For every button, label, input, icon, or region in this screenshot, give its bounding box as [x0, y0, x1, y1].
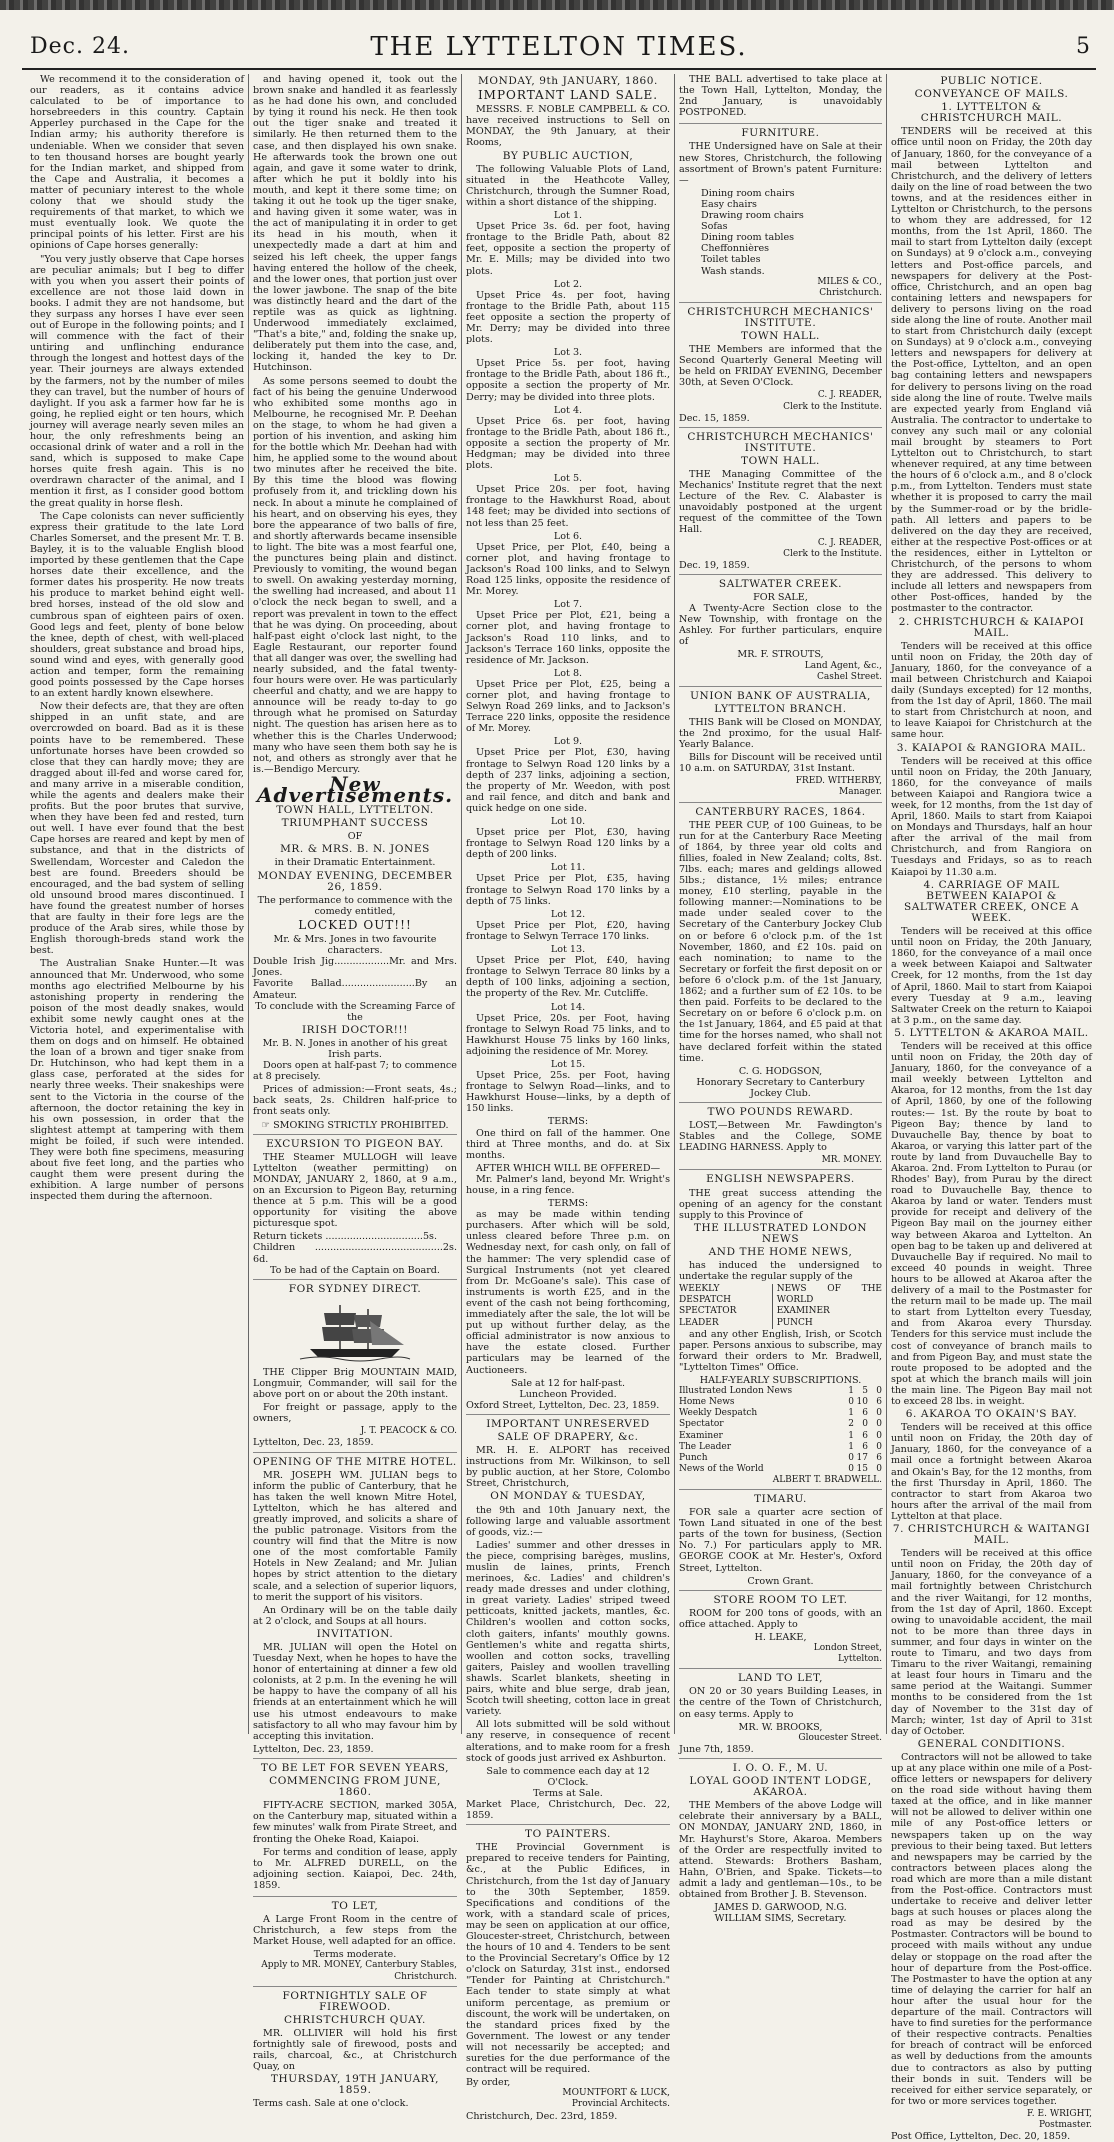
ad-subheading: AND THE HOME NEWS,: [708, 1246, 853, 1258]
subscription-amount: 1: [848, 1386, 854, 1397]
ad-subheading: CHRISTCHURCH QUAY.: [284, 2013, 426, 2026]
sydney-ad: [253, 1284, 457, 1453]
lot-number: Lot 3.: [553, 347, 583, 359]
ad-date: MONDAY EVENING, DECEMBER 26, 1859.: [257, 869, 453, 893]
paper-name: SPECTATOR: [679, 1306, 737, 1317]
lot-description: Upset Price, 25s. per Foot, having frontage to Selwyn Road—links, and to Hawkhurst House—links, by a depth of 150 links.: [466, 1070, 670, 1115]
ad-signature: JAMES D. GARWOOD, N.G.: [714, 1902, 847, 1914]
ad-date: THURSDAY, 19TH JANUARY, 1859.: [270, 2073, 440, 2097]
lot-number: Lot 9.: [553, 736, 583, 748]
ad-heading: FORTNIGHTLY SALE OF FIREWOOD.: [282, 1989, 428, 2013]
ad-subheading: TERMS:: [547, 1116, 589, 1128]
ad-signature: J. T. PEACOCK & CO.: [360, 1426, 457, 1437]
ad-text: Prices of admission:—Front seats, 4s.; back seats, 2s. Children half-price to front seats only.: [253, 1084, 457, 1118]
new-advertisements-heading: New Advertisements.: [256, 771, 454, 807]
lot-number: Lot 4.: [553, 404, 583, 416]
lot-number: Lot 8.: [553, 667, 583, 679]
snake-hunter-article: The Australian Snake Hunter.—It was announced that Mr. Underwood, who some months ago electrified Melbourne by his astonishing property in rendering the poison of the most deadly snakes, would exhibit some newly caught ones at the Victoria hotel, and experimentalise with them on dogs and on himself. He obtained the loan of a brown and tiger snake from Dr. Hutchinson, who had kept them in a glass case, perforated at the sides for nearly three weeks. Their snakeships were sent to the Victoria in the course of the afternoon, the doctor retaining the key in his own possession, in order that the slightest attempt at tampering with them might be foiled, if such were intended. They were both fine specimens, measuring about five feet long, and the parties who caught them were present during the exhibition. A large number of persons inspected them during the afternoon.: [30, 958, 244, 1203]
play-title: LOCKED OUT!!!: [298, 917, 412, 932]
lot-description: Upset Price per Plot, £35, having frontage to Selwyn Road 170 links by a depth of 75 links.: [466, 873, 670, 907]
subscriptions-table: [679, 1386, 882, 1475]
ad-heading: TIMARU.: [754, 1492, 807, 1505]
ad-date: June 7th, 1859.: [679, 1743, 754, 1755]
column-1: [26, 74, 248, 1734]
paper-name: EXAMINER: [772, 1306, 882, 1317]
furniture-item: Drawing room chairs: [701, 210, 804, 222]
papers-row: [679, 1284, 882, 1306]
land-to-let-ad: [679, 1673, 882, 1759]
ad-subheading: AFTER WHICH WILL BE OFFERED—: [475, 1162, 661, 1174]
subscription-row: [679, 1419, 882, 1430]
ad-date: MONDAY, 9th JANUARY, 1860.: [478, 75, 658, 87]
subscription-row: [679, 1442, 882, 1453]
drapery-sale-ad: [466, 1419, 670, 1825]
subscription-name: News of the World: [679, 1463, 764, 1474]
ad-text: Terms at Sale.: [533, 1787, 603, 1799]
furniture-item: Easy chairs: [701, 198, 757, 210]
furniture-item: Wash stands.: [701, 265, 765, 277]
ad-signature: Provincial Architects.: [571, 2099, 670, 2110]
subscription-amount: 0: [876, 1419, 882, 1430]
ad-text: Crown Grant.: [747, 1575, 814, 1587]
ad-text: Luncheon Provided.: [519, 1388, 617, 1400]
ad-text: THE Members are informed that the Second Quarterly General Meeting will be held on FRIDAY EVENING, December 30th, at Seven O'Clock.: [679, 344, 882, 389]
subscription-row: [679, 1386, 882, 1397]
ad-heading: LAND TO LET,: [737, 1672, 824, 1685]
furniture-item: Cheffonnières: [701, 243, 770, 255]
ad-signature: Manager.: [838, 787, 882, 798]
lot-description: Upset price per Plot, £30, having frontage to Selwyn Road 120 links by a depth of 200 links.: [466, 827, 670, 861]
general-conditions-heading: GENERAL CONDITIONS.: [917, 1737, 1066, 1750]
ad-line: Return tickets ................................5s.: [253, 1231, 438, 1243]
lot-number: Lot 6.: [553, 530, 583, 542]
paper-name: WEEKLY DESPATCH: [679, 1284, 731, 1306]
mail-section-text: Tenders will be received at this office until noon on Friday, the 20th day of January, 1860, for the conveyance of a mail weekly between Lyttelton and Akaroa, for 12 months, from the 1st day of April, 1860, by one of the following routes:— 1st. By the route by boat to Pigeon Bay; thence by land to Duvauchelle Bay, thence by boat to Akaroa, or varying this latter part of the route by land from Duvauchelle Bay to Akaroa. 2nd. From Lyttelton to Purau (or Rhodes' Bay), from Purau by the direct road to Duvauchelle Bay, thence to Akaroa by land or water. Tenders must provide for receipt and delivery of the Pigeon Bay mail on the journey either way between Akaroa and Lyttelton. An open bag to be taken up and delivered at Duvauchelle Bay if required. No mail to exceed 40 pounds in weight. Three hours to be allowed at Akaroa after the delivery of a mail to the Postmaster for the return mail to be made up. The mail to start from Lyttelton every Tuesday, and from Akaroa every Thursday. Tenders for this service must include the cost of conveyance of branch mails to and from Pigeon Bay, and must state the route proposed to be adopted and the spot at which the branch mails will join the main line. The Pigeon Bay mail not to exceed 28 lbs. in weight.: [891, 1040, 1092, 1407]
ad-heading: CHRISTCHURCH MECHANICS' INSTITUTE.: [687, 305, 874, 329]
subscription-amount: 0: [848, 1452, 854, 1463]
ad-text: FIFTY-ACRE SECTION, marked 305A, on the Canterbury map, situated within a few minutes' walk from Pirate Street, and fronting the Oheke Road, Kaiapoi.: [253, 1800, 457, 1845]
mechanics-institute-ad-2: [679, 432, 882, 575]
ad-text: For freight or passage, apply to the owners,: [253, 1402, 457, 1425]
mechanics-institute-ad-1: [679, 307, 882, 428]
ad-heading: TO LET,: [331, 1899, 379, 1912]
ad-text: All lots submitted will be sold without any reserve, in consequence of recent alterations, and to make room for a fresh stock of goods just arrived ex Ashburton.: [466, 1719, 670, 1764]
ad-heading: SALE OF DRAPERY, &c.: [497, 1430, 639, 1443]
lot-number: Lot 10.: [550, 816, 586, 827]
mail-section-text: Tenders will be received at this office until noon on Friday, the 20th January, 1860, for the conveyance of mails between Kaiapoi and Rangiora twice a week, for 12 months, from the 1st day of April, 1860. Mails to start from Kaiapoi on Mondays and Thursdays, half an hour after the arrival of the mail from Christchurch, and from Rangiora on Tuesdays and Fridays, so as to reach Kaiapoi by 11.30 a.m.: [891, 755, 1092, 878]
ad-text: To be had of the Captain on Board.: [270, 1264, 440, 1276]
furniture-item: Sofas: [701, 221, 728, 233]
saltwater-creek-ad: [679, 579, 882, 687]
ad-text: the 9th and 10th January next, the following large and valuable assortment of goods, viz.:—: [466, 1504, 670, 1538]
subscription-row: [679, 1453, 882, 1464]
subscription-amount: 10: [856, 1397, 868, 1408]
ad-date: Dec. 19, 1859.: [679, 559, 750, 571]
ad-text: The performance to commence with the comedy entitled,: [257, 894, 453, 917]
lot-description: Upset Price 5s. per foot, having frontage to the Bridle Path, about 186 ft., opposite a section the property of Mr. Derry; may be divided into three plots.: [466, 358, 670, 403]
ad-subheading: ON MONDAY & TUESDAY,: [490, 1490, 646, 1503]
ad-text: ROOM for 200 tons of goods, with an office attached. Apply to: [679, 1607, 882, 1630]
subscription-name: The Leader: [679, 1441, 732, 1452]
subscription-amount: 0: [876, 1430, 882, 1441]
ad-text: The following Valuable Plots of Land, situated in the Heathcote Valley, Christchurch, through the Sumner Road, within a short distance of the shipping.: [466, 163, 670, 208]
lease-ad: [253, 1763, 457, 1897]
notice-subheading: CONVEYANCE OF MAILS.: [914, 88, 1069, 101]
subscription-row: [679, 1431, 882, 1442]
subscription-amount: 15: [856, 1463, 868, 1474]
columns: [26, 74, 1096, 2142]
ad-text: Ladies' summer and other dresses in the piece, comprising barèges, muslins, muslin de laines, prints, French merinoes, &c. Ladies' and children's ready made dresses and under clothing, in great variety. Ladies' striped tweed petticoats, knitted jackets, mantles, &c. Children's woollen and cotton socks, cloth gaiters, infants' mouthly gowns. Gentlemen's white and regatta shirts, woollen and cotton socks, travelling gaiters, Paisley and woollen travelling shawls. Scarlet blankets, sheeting in pairs, white and blue serge, drab jean, Scotch twill sheeting, cotton lace in great variety.: [466, 1539, 670, 1718]
horse-article-p3: The Cape colonists can never sufficiently express their gratitude to the late Lord Charles Somerset, and the present Mr. T. B. Bayley, it is to the valuable English blood imported by these gentlemen that the Cape horses date their excellence, and the former dates his prosperity. He now treats his produce to market behind eight well-bred horses, instead of the old slow and cumbrous span of eighteen pairs of oxen. Good legs and feet, plenty of bone below the knee, depth of chest, with well-placed shoulders, great substance and broad hips, sound wind and eyes, with generally good action and temper, form the remaining good points possessed by the Cape horses to an extent hardly known elsewhere.: [30, 510, 244, 700]
ad-heading: OPENING OF THE MITRE HOTEL.: [253, 1455, 457, 1468]
ad-text: To conclude with the Screaming Farce of the: [255, 1000, 455, 1023]
mail-section-heading: 3. KAIAPOI & RANGIORA MAIL.: [896, 741, 1087, 754]
ad-signature: C. J. READER,: [817, 390, 882, 401]
ad-heading: FOR SYDNEY DIRECT.: [288, 1282, 422, 1295]
column-2: [248, 74, 461, 2110]
subscription-amount: 6: [876, 1397, 882, 1408]
town-hall-ad: [253, 805, 457, 1135]
lot-description: Upset Price 6s. per foot, having frontage to the Bridle Path, about 186 ft., opposite a section the property of Mr. Hedgman; may be divided into three plots.: [466, 415, 670, 472]
notice-date: Post Office, Lyttelton, Dec. 20, 1859.: [891, 2131, 1071, 2142]
ad-signature: MR. W. BROOKS,: [738, 1721, 823, 1733]
ad-text: THE BALL advertised to take place at the Town Hall, Lyttelton, Monday, the 2nd January, is unavoidably POSTPONED.: [679, 74, 882, 119]
ad-subheading: COMMENCING FROM JUNE, 1860.: [269, 1775, 441, 1799]
subscription-amount: 5: [862, 1386, 868, 1397]
lot-number: Lot 13.: [550, 944, 586, 956]
subscription-amount: 1: [848, 1441, 854, 1452]
newspaper-title: THE LYTTELTON TIMES.: [370, 32, 748, 62]
lot-description: Upset Price per Plot, £20, having frontage to Selwyn Terrace 170 links.: [466, 919, 670, 942]
subscription-amount: 0: [848, 1397, 854, 1408]
subscription-name: Home News: [679, 1397, 735, 1408]
ad-text: A Twenty-Acre Section close to the New Township, with frontage on the Ashley. For further particulars, enquire of: [679, 603, 882, 648]
mail-section-text: Tenders will be received at this office until noon on Friday, the 20th day of January, 1860, for the conveyance of a mail between Christchurch and Kaiapoi daily (Sundays excepted) for 12 months, from the 1st day of April, 1860. The mail to start from Christchurch at noon, and to leave Kaiapoi for Christchurch at the same hour.: [891, 640, 1092, 741]
ad-text: One third on fall of the hammer. One third at Three months, and do. at Six months.: [466, 1127, 670, 1161]
furniture-list: [679, 188, 882, 277]
paper-name: PUNCH: [772, 1318, 882, 1329]
ball-postponed-ad: [679, 74, 882, 124]
lot-description: Upset Price, per Plot, £40, being a corner plot, and having frontage to Jackson's Road 100 links, and to Selwyn Road 125 links, opposite the residence of Mr. Morey.: [466, 541, 670, 598]
ad-text: THE great success attending the opening of an agency for the constant supply to this Province of: [679, 1187, 882, 1221]
lot-number: Lot 7.: [553, 599, 583, 611]
ad-text: Sale to commence each day at 12 O'Clock.: [486, 1765, 650, 1788]
subscription-amount: 0: [876, 1408, 882, 1419]
lot-number: Lot 15.: [550, 1058, 586, 1070]
subscription-name: Illustrated London News: [679, 1386, 793, 1397]
subscription-amount: 0: [862, 1419, 868, 1430]
subscription-row: [679, 1408, 882, 1419]
ad-subheading: MR. & MRS. B. N. JONES: [280, 843, 430, 856]
ad-text: MR. H. E. ALPORT has received instructions from Mr. Wilkinson, to sell by public auction, at her Store, Colombo Street, Christchurch,: [466, 1445, 670, 1490]
mail-section-text: Tenders will be received at this office until noon on Friday, the 20th January, 1860, for the conveyance of a mail once a week between Kaiapoi and Saltwater Creek, for 12 months, from the 1st day of April, 1860. Mail to start from Kaiapoi every Tuesday at 9 a.m., leaving Saltwater Creek on the return to Kaiapoi at 3 p.m., on the same day.: [891, 926, 1092, 1026]
ad-subheading: LYTTELTON BRANCH.: [714, 702, 847, 715]
ad-text: Doors open at half-past 7; to commence at 8 precisely.: [253, 1060, 457, 1083]
mail-section-heading: 4. CARRIAGE OF MAIL BETWEEN KAIAPOI & SALTWATER CREEK, ONCE A WEEK.: [903, 878, 1080, 924]
ad-signature: Honorary Secretary to Canterbury Jockey Club.: [696, 1076, 865, 1099]
notice-heading: PUBLIC NOTICE.: [940, 75, 1043, 87]
ad-text: A Large Front Room in the centre of Christchurch, a few steps from the Market House, well adapted for an office.: [253, 1914, 457, 1948]
mail-section-heading: 1. LYTTELTON & CHRISTCHURCH MAIL.: [920, 101, 1063, 125]
ad-date: Oxford Street, Lyttelton, Dec. 23, 1859.: [466, 1399, 660, 1411]
lot-number: Lot 5.: [553, 473, 583, 485]
ad-heading: CHRISTCHURCH MECHANICS' INSTITUTE.: [687, 430, 874, 454]
ad-text: and any other English, Irish, or Scotch paper. Persons anxious to subscribe, may forward their orders to Mr. Bradwell, "Lyttelton Times" Office.: [679, 1328, 882, 1373]
general-conditions-text: Contractors will not be allowed to take up at any place within one mile of a Post-office letters or newspapers for delivery on the road side without having them taxed at the office, and in like manner will not be allowed to deliver within one mile of any Post-office letters or newspapers taken up on the way previous to their being taxed. But letters and newspapers may be carried by the contractors between places along the road which are more than a mile distant from the Post-office. Contractors must undertake to receive and deliver letter bags at such houses or places along the road as may be desired by the Postmaster. Contractors will be bound to proceed with mails without any undue delay or stoppage on the road after the hour of departure from the Post-office. The Postmaster to have the option at any time of delaying the carrier for half an hour after the usual hour for the departure of the mail. Contractors will have to find sureties for the performance of their respective contracts. Penalties for breach of contract will be enforced as well by deductions from the amounts due to contractors as also by putting their bonds in suit. Tenders will be received for either service separately, or for two or more services together.: [891, 1751, 1092, 2107]
subscription-name: Spectator: [679, 1419, 724, 1430]
subscription-row: [679, 1464, 882, 1475]
subscription-name: Punch: [679, 1452, 708, 1463]
ad-subheading: TOWN HALL.: [741, 329, 820, 342]
ad-text: OF: [347, 831, 363, 843]
subscription-amount: 17: [856, 1452, 868, 1463]
ad-text: Mr. Palmer's land, beyond Mr. Wright's house, in a ring fence.: [466, 1173, 670, 1196]
lot-number: Lot 12.: [550, 908, 586, 920]
play-title: IRISH DOCTOR!!!: [301, 1023, 409, 1036]
horse-article-p1: We recommend it to the consideration of our readers, as it contains advice calculated to be of importance to horsebreeders in this country. Captain Apperley purchased in the Cape for the Indian army; his authority therefore is undeniable. When we consider that seven to ten thousand horses are bought yearly for the Indian market, and shipped from the Cape and Australia, it becomes a matter of pecuniary interest to the whole colony that we should study the requirements of that market, to which we must eventually look. We quote the principal points of his letter. First are his opinions of Cape horses generally:: [30, 74, 244, 252]
papers-table: [679, 1284, 882, 1328]
column-5: [886, 74, 1096, 2142]
masthead: [22, 28, 1096, 70]
lot-number: Lot 2.: [553, 278, 583, 290]
ad-heading: STORE ROOM TO LET.: [713, 1593, 848, 1606]
timaru-ad: [679, 1494, 882, 1591]
ad-heading: FURNITURE.: [741, 127, 820, 140]
to-let-ad: [253, 1901, 457, 1987]
ad-signature: MOUNTFORT & LUCK,: [562, 2088, 670, 2099]
furniture-item: Toilet tables: [701, 254, 761, 266]
ad-signature: Land Agent, &c.,: [804, 660, 882, 671]
mail-section-heading: 7. CHRISTCHURCH & WAITANGI MAIL.: [892, 1523, 1091, 1547]
ad-subheading: INVITATION.: [316, 1627, 394, 1640]
ad-text: LOST,—Between Mr. Fawdington's Stables and the College, SOME LEADING HARNESS. Apply to: [679, 1120, 882, 1154]
postmaster-title: Postmaster.: [1039, 2119, 1092, 2130]
ad-heading: CANTERBURY RACES, 1864.: [695, 805, 866, 818]
ad-subheading: THE ILLUSTRATED LONDON NEWS: [693, 1221, 868, 1245]
english-newspapers-ad: [679, 1174, 882, 1490]
ad-subheading: LOYAL GOOD INTENT LODGE, AKAROA.: [689, 1775, 872, 1799]
ad-signature: FRED. WITHERBY,: [795, 776, 882, 787]
smoking-notice: [253, 1120, 457, 1131]
mail-section-text: TENDERS will be received at this office until noon on Friday, the 20th day of January, 1860, for the conveyance of a mail between Lyttelton and Christchurch, and the delivery of letters daily on the line of road between the two towns, and at the residences either in Lyttelton or Christchurch, to the persons to whom they are addressed, for 12 months, from the 1st April, 1860. The mail to start from Lyttelton daily (except on Sundays) at 9 o'clock a.m., conveying letters and Post-office parcels, and newspapers for delivery at the Post-office, Christchurch, and an open bag containing letters and newspapers for delivery to persons living on the road side along the line of route. Another mail to start from Christchurch daily (except on Sundays) at 9 o'clock a.m., conveying letters and newspapers for delivery at the Post-office, Lyttelton, and an open bag containing letters and newspapers for delivery to persons living on the road side along the line of route. Twelve mails are expected yearly from England viâ Australia. The contractor to undertake to convey any such mail or any colonial mail brought by steamers to Port Lyttelton out to Christchurch, to start whenever required, at any time between the hours of 6 o'clock a.m., and 8 o'clock p.m., from Lyttelton. Tenders must state whether it is proposed to carry the mail by the Summer-road or by the bridle-path. All letters and papers to be delivered on the day they are received, either at the respective Post-offices or at the residences, either in Lyttelton or Christchurch, of the persons to whom they are addressed. This delivery to include all letters and newspapers from other Post-offices, handed by the postmaster to the contractor.: [891, 126, 1092, 615]
ad-heading: ENGLISH NEWSPAPERS.: [706, 1173, 855, 1186]
lot-number: Lot 1.: [553, 210, 583, 222]
ad-signature: MILES & CO.,: [817, 276, 882, 287]
papers-row: [679, 1306, 882, 1317]
ad-date: Lyttelton, Dec. 23, 1859.: [253, 1437, 374, 1449]
subscription-amount: 0: [876, 1386, 882, 1397]
ad-date: Dec. 15, 1859.: [679, 412, 750, 424]
ad-signature: Clerk to the Institute.: [783, 401, 882, 412]
ad-signature: MR. F. STROUTS,: [737, 649, 824, 661]
ad-subheading: BY PUBLIC AUCTION,: [502, 149, 634, 162]
paper-name: NEWS OF THE WORLD: [772, 1284, 882, 1306]
hand-icon: ☞: [261, 1119, 274, 1131]
furniture-item: Dining room chairs: [701, 187, 795, 199]
ad-signature: H. LEAKE,: [754, 1632, 807, 1643]
ad-text: Terms moderate.: [313, 1949, 397, 1961]
postmaster-signature: F. E. WRIGHT,: [1026, 2108, 1092, 2119]
ad-text: MR. JULIAN will open the Hotel on Tuesday Next, when he hopes to have the honor of entertaining at dinner a few old colonists, at 2 p.m. In the evening he will be happy to have the company of all his friends at an entertainment which he will use his utmost endeavours to make satisfactory to all who may favour him by accepting this invitation.: [253, 1642, 457, 1742]
ad-signature: Cashel Street.: [817, 671, 882, 682]
ad-signature: C. J. READER,: [817, 537, 882, 548]
subscription-amount: 1: [848, 1408, 854, 1419]
subscription-amount: 6: [862, 1430, 868, 1441]
ad-signature: C. G. HODGSON,: [738, 1065, 823, 1077]
ad-signature: WILLIAM SIMS, Secretary.: [714, 1913, 847, 1925]
mail-section-text: Tenders will be received at this office until noon on Friday, the 20th day of January, 1860, for the conveyance of a mail fortnightly between Christchurch and the river Waitangi, for 12 months, from the 1st day of April, 1860. Except owing to unavoidable accident, the mail not to be more than three days in summer, and four days in winter on the route to Timaru, and two days from Timaru to the river Waitangi, remaining at least four hours in Timaru and the same period at the Waitangi. Summer months to be considered from the 1st day of November to the 31st day of March; winter, 1st day of April to 31st day of October.: [891, 1548, 1092, 1737]
lot-description: Upset Price per Plot, £40, having frontage to Selwyn Terrace 80 links by a depth of 100 links, adjoining a section, the property of the Rev. Mr. Cutcliffe.: [466, 955, 670, 1000]
sailing-ship-icon: [300, 1299, 410, 1363]
subscription-amount: 6: [862, 1408, 868, 1419]
ad-text: THE Managing Committee of the Mechanics' Institute regret that the next Lecture of the Rev. C. Alabaster is unavoidably postponed at the urgent request of the committee of the Town Hall.: [679, 469, 882, 536]
ad-signature: MR. MONEY.: [821, 1155, 882, 1166]
lot-description: Upset Price, 20s. per Foot, having frontage to Selwyn Road 75 links, and to Hawkhurst House 75 links by 160 links, adjoining the residence of Mr. Morey.: [466, 1012, 670, 1057]
excursion-ad: [253, 1139, 457, 1280]
ad-text: Mr. & Mrs. Jones in two favourite characters.: [273, 934, 437, 957]
ad-text: THE Members of the above Lodge will celebrate their anniversary by a BALL, ON MONDAY, JANUARY 2ND, 1860, in Mr. Hayhurst's Store, Akaroa. Members of the Order are respectfully invited to attend. Stewards: Brothers Basham, Hahn, O'Brien, and Spake. Tickets—to admit a lady and gentleman—10s., to be obtained from Brother J. B. Stevenson.: [679, 1800, 882, 1900]
ad-text: Sale at 12 for half-past.: [510, 1377, 626, 1389]
races-ad: [679, 807, 882, 1103]
ad-text: SMOKING STRICTLY PROHIBITED.: [273, 1119, 449, 1131]
lot-description: Upset Price 4s. per foot, having frontage to the Bridle Path, about 115 feet opposite a section the property of Mr. Derry; may be divided into three plots.: [466, 289, 670, 346]
ad-signature: Apply to MR. MONEY, Canterbury Stables, Christchurch.: [261, 1960, 457, 1982]
ad-subheading: TERMS:: [547, 1198, 589, 1210]
column-4: [674, 74, 886, 1925]
lot-description: Upset Price per Plot, £21, being a corner plot, and having frontage to Jackson's Road 110 links, and to Jackson's Terrace 160 links, opposite the residence of Mr. Jackson.: [466, 610, 670, 666]
mail-section-heading: 2. CHRISTCHURCH & KAIAPOI MAIL.: [898, 615, 1085, 639]
ad-text: THE PEER CUP, of 100 Guineas, to be run for at the Canterbury Race Meeting of 1864, by three year old colts and fillies, foaled in New Zealand; colts, 8st. 7lbs. each; mares and geldings allowed 5lbs.; distance, 1½ miles; entrance money, £10 sterling, payable in the following manner:—Nominations to be made under sealed cover to the Secretary of the Canterbury Jockey Club on or before 6 o'clock p.m. of the 1st November, 1860, and £2 10s. paid on each nomination; to name to the Secretary or forfeit the first deposit on or before 6 o'clock p.m. of the 1st January, 1862; and a further sum of £2 10s. to be then paid. Forfeits to be declared to the Secretary on or before 6 o'clock p.m. on the 1st January, 1864, and £5 paid at that time for the horses named, who shall not have declared forfeit within the stated time.: [679, 819, 882, 1064]
ad-subheading: FOR SALE,: [753, 591, 808, 603]
subscription-name: Weekly Despatch: [679, 1408, 758, 1419]
ad-text: FOR sale a quarter acre section of Town Land situated in one of the best parts of the town for business, (Section No. 7.) For particulars apply to MR. GEORGE COOK at Mr. Hester's, Oxford Street, Lyttelton.: [679, 1507, 882, 1574]
page-number: 5: [1076, 34, 1090, 59]
ad-text: For terms and condition of lease, apply to Mr. ALFRED DURELL, on the adjoining section. Kaiapoi, Dec. 24th, 1859.: [253, 1846, 457, 1891]
ad-heading: TOWN HALL, LYTTELTON.: [276, 804, 434, 817]
ad-heading: I. O. O. F., M. U.: [732, 1761, 829, 1774]
lot-number: Lot 14.: [550, 1001, 586, 1013]
subscription-amount: 0: [876, 1441, 882, 1452]
ad-signature: Gloucester Street.: [798, 1732, 882, 1743]
firewood-ad: [253, 1991, 457, 2110]
ad-line: Children ..........................................2s. 6d.: [253, 1242, 457, 1265]
subscription-name: Examiner: [679, 1430, 723, 1441]
store-room-ad: [679, 1595, 882, 1670]
ad-signature: ALBERT T. BRADWELL.: [772, 1474, 882, 1485]
land-sale-ad: [466, 76, 670, 1415]
snake-article-cont-1: and having opened it, took out the brown snake and handled it as fearlessly as he had done his own, and concluded by tying it round his neck. He then took out the tiger snake and treated it similarly. He then returned them to the case, and then displayed his own snake. He afterwards took the brown one out again, and gave it some water to drink, after which he put it boldly into his mouth, and kept it there some time; on taking it out he took up the tiger snake, and having given it some water, was in the act of manipulating it in order to get its head in his mouth, when it unexpectedly made a dart at him and seized his left cheek, the upper fangs having entered the hollow of the cheek, and the lower ones, that portion just over the lower jawbone. The snap of the bite was distinctly heard and the dart of the reptile was as quick as lightning. Underwood immediately exclaimed, "That's a bite," and, folding the snake up, deliberately put them into the case, and, locking it, handed the key to Dr. Hutchinson.: [253, 74, 457, 374]
lot-number: Lot 11.: [550, 862, 586, 874]
ad-heading: IMPORTANT LAND SALE.: [477, 88, 659, 103]
union-bank-ad: [679, 691, 882, 803]
ad-text: An Ordinary will be on the table daily at 2 o'clock, and Soups at all hours.: [253, 1604, 457, 1627]
top-border: [0, 0, 1114, 10]
ad-text: ON 20 or 30 years Building Leases, in the centre of the Town of Christchurch, on easy terms. Apply to: [679, 1686, 882, 1720]
ad-text: has induced the undersigned to undertake the regular supply of the: [679, 1260, 882, 1283]
ad-line: Double Irish Jig..................Mr. and Mrs. Jones.: [253, 956, 457, 979]
subscription-amount: 2: [848, 1419, 854, 1430]
ad-signature: Christchurch.: [819, 287, 882, 298]
ad-text: THIS Bank will be Closed on MONDAY, the 2nd proximo, for the usual Half-Yearly Balance.: [679, 716, 882, 751]
column-3: [461, 74, 674, 2122]
ad-subheading: TRIUMPHANT SUCCESS: [281, 817, 429, 830]
ad-date: Lyttelton, Dec. 23, 1859.: [253, 1743, 374, 1755]
lot-description: Upset Price per Plot, £30, having frontage to Selwyn Road 120 links by a depth of 237 links, adjoining a section, the property of Mr. Weedon, with post and rail fence, and ditch and bank and quick hedge on one side.: [466, 747, 670, 814]
paper-name: LEADER: [679, 1317, 719, 1328]
ad-text: THE Provincial Government is prepared to receive tenders for Painting, &c., at the Public Edifices, in Christchurch, from the 1st day of January to the 30th September, 1859. Specifications and conditions of the work, with a standard scale of prices, may be seen on application at our office, Gloucester-street, Christchurch, between the hours of 10 and 4. Tenders to be sent to the Provincial Secretary's Office by 12 o'clock on Saturday, 31st inst., endorsed "Tender for Painting at Christchurch." Each tender to state simply at what uniform percentage, as premium or discount, the work will be undertaken, on the standard prices fixed by the Government. The lowest or any tender will not necessarily be accepted; and sureties for the due performance of the contract will be required.: [466, 1842, 670, 2076]
furniture-item: Dining room tables: [701, 232, 795, 244]
papers-row: [679, 1318, 882, 1329]
lot-description: Upset Price 20s. per foot, having frontage to the Hawkhurst Road, about 148 feet; may be divided into sections of not less than 25 feet.: [466, 484, 670, 529]
ad-date: Christchurch, Dec. 23rd, 1859.: [466, 2110, 618, 2122]
ad-text: Terms cash. Sale at one o'clock.: [253, 2098, 409, 2110]
subscription-amount: 0: [848, 1463, 854, 1474]
ad-heading: IMPORTANT UNRESERVED: [486, 1417, 650, 1430]
ad-signature: Lyttelton.: [837, 1654, 882, 1665]
oddfellows-ad: [679, 1763, 882, 1924]
ad-heading: TO PAINTERS.: [525, 1828, 611, 1841]
ad-signature: Clerk to the Institute.: [783, 548, 882, 559]
subscription-amount: 6: [862, 1441, 868, 1452]
ad-date: Market Place, Christchurch, Dec. 22, 1859.: [466, 1798, 670, 1822]
ad-heading: EXCURSION TO PIGEON BAY.: [266, 1137, 444, 1150]
ad-heading: SALTWATER CREEK.: [718, 577, 843, 590]
lot-description: Upset Price 3s. 6d. per foot, having frontage to the Bridle Path, about 82 feet, opposite a section the property of Mr. E. Mills; may be divided into two plots.: [466, 221, 670, 277]
furniture-ad: [679, 128, 882, 302]
ad-text: MESSRS. F. NOBLE CAMPBELL & CO. have received instructions to Sell on MONDAY, the 9th January, at their Rooms,: [466, 104, 670, 149]
issue-date: Dec. 24.: [30, 34, 130, 59]
mitre-hotel-ad: [253, 1457, 457, 1759]
ad-heading: UNION BANK OF AUSTRALIA,: [690, 689, 871, 702]
horse-article-p2: "You very justly observe that Cape horses are peculiar animals; but I beg to differ with you when you assert their points of excellence are not those laid down in books. I admit they are not handsome, but they surpass any horses I have ever seen out of Europe in the following points; and I will commence with the fact of their untiring and unflinching endurance through the longest and hottest days of the year. Their journeys are always extended by the farmers, not by the number of miles they can travel, but the number of hours of daylight. If you ask a farmer how far he is going, he replied eight or ten hours, which journey will average nearly seven miles an hour, the only refreshments being an occasional drink of water and a roll in the sand, which is supposed to make Cape horses quite fresh again. This is no overdrawn character of the animal, and I mention it first, as I consider good bottom the great quality in horse flesh.: [30, 253, 244, 509]
mail-section-heading: 6. AKAROA TO OKAIN'S BAY.: [905, 1408, 1078, 1421]
ad-subheading: HALF-YEARLY SUBSCRIPTIONS.: [699, 1375, 862, 1387]
mail-section-heading: 5. LYTTELTON & AKAROA MAIL.: [894, 1026, 1089, 1039]
horse-article-p4: Now their defects are, that they are often shipped in an unfit state, and are overcrowded on board. Bad as it is these points have to be remembered. These unfortunate horses have been crowded so close that they can hardly move; they are dragged about ill-fed and worse cared for, and many arrive in a miserable condition, while the agents and dealers make their profits. But the poor brutes that survive, when they have been fed and rested, turn out well. I have ever found that the best Cape horses are reared and kept by men of substance, and that in the districts of Swellendam, Worcester and Caledon the best are found. Breeders should be encouraged, and the bad system of selling old unsound brood mares discontinued. I have found the greatest number of horses that are faulty in their fore legs are the produce of the Arab sires, while those by English thorough-breds stand work the best.: [30, 701, 244, 957]
ad-heading: TO BE LET FOR SEVEN YEARS,: [260, 1761, 450, 1774]
subscription-amount: 1: [848, 1430, 854, 1441]
lot-description: Upset Price per Plot, £25, being a corner plot, and having frontage to Selwyn Road 269 links, and to Jackson's Terrace 220 links, opposite the residence of Mr. Morey.: [466, 678, 670, 735]
painters-ad: [466, 1829, 670, 2121]
ad-text: By order,: [466, 2077, 511, 2089]
subscription-amount: 6: [876, 1452, 882, 1463]
ad-text: THE Undersigned have on Sale at their new Stores, Christchurch, the following assortment of Brown's patent Furniture:—: [679, 141, 882, 186]
ad-subheading: TOWN HALL.: [741, 454, 820, 467]
mail-section-text: Tenders will be received at this office until noon on Friday, the 20th day of January, 1860, for the conveyance of a mail once a fortnight between Akaroa and Okain's Bay, for the 12 months, from the first Thursday in April, 1860. The contractor to start from Akaroa two hours after the arrival of the mail from Lyttelton at that place.: [891, 1422, 1092, 1522]
ad-text: as may be made within tending purchasers. After which will be sold, unless cleared before Three p.m. on Wednesday next, for cash only, on fall of the hammer: The very splendid case of Surgical Instruments (not yet cleared from Dr. McGoane's sale). This case of instruments is worth £25, and in the event of the cash not being forthcoming, immediately after the sale, the lot will be put up without further delay, as the official administrator is now anxious to have the estate closed. Further particulars may be learned of the Auctioneers.: [466, 1209, 670, 1376]
snake-article-cont-2: As some persons seemed to doubt the fact of his being the genuine Underwood who exhibited some months ago in Melbourne, he recognised Mr. P. Deehan on the stage, to whom he had given a portion of his invention, and asking him for the bottle which Mr. Deehan had with him, he applied some to the wound about two minutes after he received the bite. By this time the blood was flowing profusely from it, and trickling down his neck. In about a minute he complained of his heart, and on observing his eyes, they bore the appearance of two balls of fire, and shortly afterwards became insensible to light. The bite was a most fearful one, the punctures being plain and distinct. Previously to vomiting, the wound began to swell. On awaking yesterday morning, the swelling had increased, and about 11 o'clock the neck began to swell, and a report was prevalent in town to the effect that he was dying. On proceeding, about half-past eight o'clock last night, to the Eagle Restaurant, our reporter found that all danger was over, the swelling had nearly subsided, and the fatal twenty-four hours were over. He was particularly cheerful and chatty, and we are happy to announce will be ready to-day to go through what he promised on Saturday night. The question has arisen here as to whether this is the Charles Underwood; many who have seen them both say he is not, and others as strongly aver that he is.—Bendigo Mercury.: [253, 375, 457, 775]
ad-text: MR. JOSEPH WM. JULIAN begs to inform the public of Canterbury, that he has taken the well known Mitre Hotel, Lyttelton, which he has altered and greatly improved, and solicits a share of the public patronage. Visitors from the country will find that the Mitre is now one of the most comfortable Family Hotels in New Zealand; and Mr. Julian hopes by strict attention to the dietary scale, and a selection of superior liquors, to merit the support of his visitors.: [253, 1469, 457, 1603]
ad-text: MR. OLLIVIER will hold his first fortnightly sale of firewood, posts and rails, charcoal, &c., at Christchurch Quay, on: [253, 2027, 457, 2073]
subscription-row: [679, 1397, 882, 1408]
ad-signature: London Street,: [813, 1643, 882, 1654]
ad-text: Mr. B. N. Jones in another of his great Irish parts.: [262, 1037, 448, 1060]
lot-list: [466, 210, 670, 1114]
ad-heading: TWO POUNDS REWARD.: [707, 1105, 854, 1118]
ad-text: THE Steamer MULLOGH will leave Lyttelton (weather permitting) on MONDAY, JANUARY 2, 1860, at 9 a.m., on an Excursion to Pigeon Bay, returning thence at 5 p.m. This will be a good opportunity for visiting the above picturesque spot.: [253, 1151, 457, 1230]
ad-text: in their Dramatic Entertainment.: [274, 857, 436, 869]
ad-text: Bills for Discount will be received until 10 a.m. on SATURDAY, 31st Instant.: [679, 752, 882, 775]
subscription-amount: 0: [876, 1463, 882, 1474]
ad-line: Favorite Ballad........................By an Amateur.: [253, 978, 457, 1001]
ad-text: THE Clipper Brig MOUNTAIN MAID, Longmuir, Commander, will sail for the above port on or about the 20th instant.: [253, 1366, 457, 1401]
reward-ad: [679, 1107, 882, 1170]
